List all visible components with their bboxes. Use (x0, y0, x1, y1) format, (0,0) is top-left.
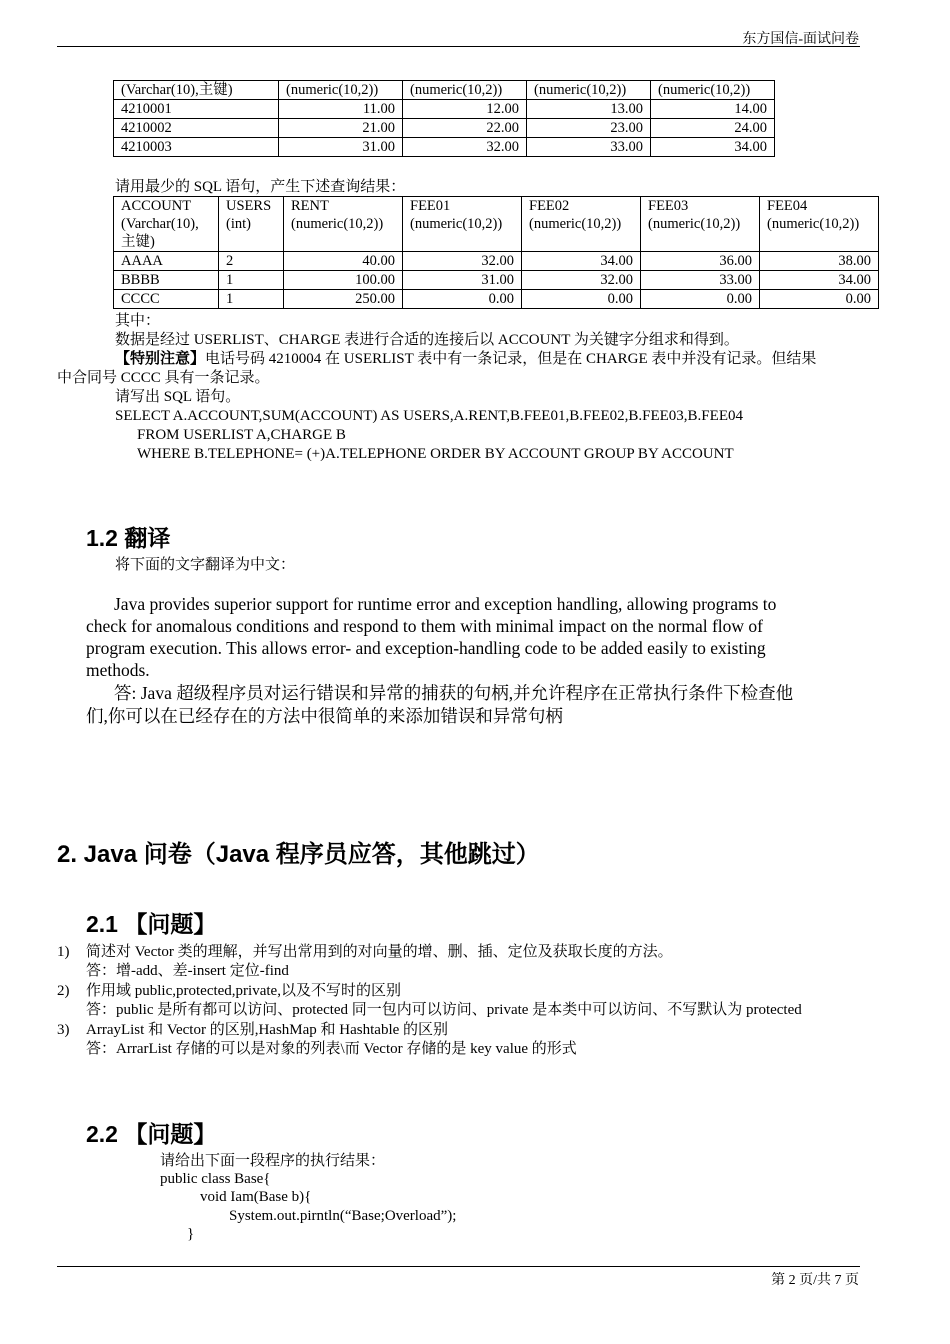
sql-line-2: FROM USERLIST A,CHARGE B (137, 427, 346, 443)
table-header-cell (760, 197, 879, 252)
note-special-cont: 中合同号 CCCC 具有一条记录。 (57, 370, 270, 386)
table-cell: 100.00 (284, 271, 403, 290)
table-cell: 34.00 (760, 271, 879, 290)
table-header-cell (641, 197, 760, 252)
answer-text: 答：ArrarList 存储的可以是对象的列表\而 Vector 存储的是 key value 的形式 (86, 1041, 577, 1057)
question-number: 2) (57, 983, 70, 999)
table-cell: 0.00 (641, 290, 760, 309)
header-line: FEE02 (529, 198, 570, 214)
table-cell: 33.00 (641, 271, 760, 290)
footer-page-number: 第 2 页/共 7 页 (771, 1273, 859, 1288)
table-cell: 2 (219, 252, 284, 271)
table-cell: 250.00 (284, 290, 403, 309)
special-text: 电话号码 4210004 在 USERLIST 表中有一条记录，但是在 CHARGE 表中并没有记录。但结果 (205, 351, 817, 367)
question-text: ArrayList 和 Vector 的区别,HashMap 和 Hashtable 的区别 (86, 1022, 449, 1038)
header-line: (numeric(10,2)) (767, 216, 860, 232)
question-text: 作用域 public,protected,private,以及不写时的区别 (86, 983, 401, 999)
table-cell: 38.00 (760, 252, 879, 271)
header-line: (numeric(10,2)) (410, 216, 503, 232)
query-intro: 请用最少的 SQL 语句，产生下述查询结果： (115, 179, 406, 195)
header-line: (int) (226, 216, 251, 232)
question-number: 3) (57, 1022, 70, 1038)
table-header-cell (403, 197, 522, 252)
table-cell: 1 (219, 290, 284, 309)
header-rule (57, 46, 860, 47)
table-cell: 0.00 (760, 290, 879, 309)
table-row (114, 138, 775, 157)
table-row (114, 290, 879, 309)
answer-text: 答：public 是所有都可以访问、protected 同一包内可以访问、private 是本类中可以访问、不写默认为 protected (86, 1002, 802, 1018)
note-special (115, 350, 816, 369)
table-cell: 4210002 (114, 119, 279, 138)
table-header-row (114, 197, 879, 252)
table-cell: AAAA (114, 252, 219, 271)
header-line: (numeric(10,2)) (648, 216, 741, 232)
table-row (114, 81, 775, 100)
header-title: 东方国信-面试问卷 (742, 32, 859, 47)
special-label: 【特别注意】 (115, 351, 206, 367)
table-cell: 31.00 (279, 138, 403, 157)
table-header-cell (284, 197, 403, 252)
question-number: 1) (57, 944, 70, 960)
table-cell: 4210001 (114, 100, 279, 119)
note-write-sql: 请写出 SQL 语句。 (115, 389, 241, 405)
translate-intro: 将下面的文字翻译为中文： (115, 557, 296, 573)
header-line: USERS (226, 198, 272, 214)
header-line: (Varchar(10), (121, 216, 199, 232)
section-2-1-title: 2.1 【问题】 (86, 911, 217, 937)
table-cell: 1 (219, 271, 284, 290)
table-cell: 40.00 (284, 252, 403, 271)
sql-line-1: SELECT A.ACCOUNT,SUM(ACCOUNT) AS USERS,A.RENT,B.FEE01,B.FEE02,B.FEE03,B.FEE04 (115, 408, 743, 424)
section-2-2-title: 2.2 【问题】 (86, 1121, 217, 1147)
table-header-cell (219, 197, 284, 252)
table-row (114, 119, 775, 138)
table-cell: 34.00 (651, 138, 775, 157)
table-cell: (Varchar(10),主键) (114, 81, 279, 100)
table-cell: (numeric(10,2)) (279, 81, 403, 100)
table-cell: 4210003 (114, 138, 279, 157)
table-cell: 24.00 (651, 119, 775, 138)
header-line: FEE03 (648, 198, 689, 214)
table-cell: 34.00 (522, 252, 641, 271)
header-line: ACCOUNT (121, 198, 192, 214)
table-cell: 32.00 (403, 138, 527, 157)
table-cell: 13.00 (527, 100, 651, 119)
code-line: void Iam(Base b){ (200, 1189, 312, 1205)
header-line: (numeric(10,2)) (291, 216, 384, 232)
table-cell: 23.00 (527, 119, 651, 138)
english-line-3: program execution. This allows error- and exception-handling code to be added easily to existing (86, 638, 766, 658)
english-line-4: methods. (86, 660, 150, 680)
code-intro: 请给出下面一段程序的执行结果： (160, 1153, 386, 1169)
header-line: 主键) (121, 234, 155, 250)
table-header-cell (522, 197, 641, 252)
code-line: System.out.pirntln(“Base;Overload”); (229, 1208, 457, 1224)
footer-rule (57, 1266, 860, 1267)
table-cell: 31.00 (403, 271, 522, 290)
table-row (114, 100, 775, 119)
table-cell: 32.00 (403, 252, 522, 271)
table-source (113, 80, 775, 157)
answer-line-1: 答: Java 超级程序员对运行错误和异常的捕获的句柄,并允许程序在正常执行条件下检查他 (114, 683, 794, 703)
table-row (114, 271, 879, 290)
table-cell: (numeric(10,2)) (527, 81, 651, 100)
header-line: RENT (291, 198, 329, 214)
table-result (113, 196, 879, 309)
table-cell: (numeric(10,2)) (403, 81, 527, 100)
table-cell: 12.00 (403, 100, 527, 119)
code-line: } (187, 1226, 195, 1242)
table-cell: 14.00 (651, 100, 775, 119)
code-line: public class Base{ (160, 1171, 271, 1187)
note-qizhong: 其中： (115, 313, 161, 329)
english-line-1: Java provides superior support for runtime error and exception handling, allowing programs to (114, 594, 777, 614)
table-cell: 32.00 (522, 271, 641, 290)
table-cell: 22.00 (403, 119, 527, 138)
section-2-title: 2. Java 问卷（Java 程序员应答，其他跳过） (57, 841, 540, 868)
table-cell: 11.00 (279, 100, 403, 119)
table-cell: 0.00 (403, 290, 522, 309)
answer-line-2: 们,你可以在已经存在的方法中很简单的来添加错误和异常句柄 (86, 706, 563, 726)
header-line: FEE04 (767, 198, 808, 214)
note-line1: 数据是经过 USERLIST、CHARGE 表进行合适的连接后以 ACCOUNT 为关键字分组求和得到。 (115, 332, 739, 348)
answer-text: 答：增-add、差-insert 定位-find (86, 963, 289, 979)
english-line-2: check for anomalous conditions and respond to them with minimal impact on the normal flow of (86, 616, 764, 636)
table-header-cell (114, 197, 219, 252)
table-cell: 33.00 (527, 138, 651, 157)
table-cell: (numeric(10,2)) (651, 81, 775, 100)
table-cell: 36.00 (641, 252, 760, 271)
table-cell: CCCC (114, 290, 219, 309)
section-1-2-title: 1.2 翻译 (86, 525, 171, 551)
header-line: (numeric(10,2)) (529, 216, 622, 232)
table-cell: 21.00 (279, 119, 403, 138)
table-cell: 0.00 (522, 290, 641, 309)
header-line: FEE01 (410, 198, 451, 214)
table-row (114, 252, 879, 271)
table-cell: BBBB (114, 271, 219, 290)
question-text: 简述对 Vector 类的理解，并写出常用到的对向量的增、删、插、定位及获取长度的方法。 (86, 944, 673, 960)
sql-line-3: WHERE B.TELEPHONE= (+)A.TELEPHONE ORDER BY ACCOUNT GROUP BY ACCOUNT (137, 446, 734, 462)
